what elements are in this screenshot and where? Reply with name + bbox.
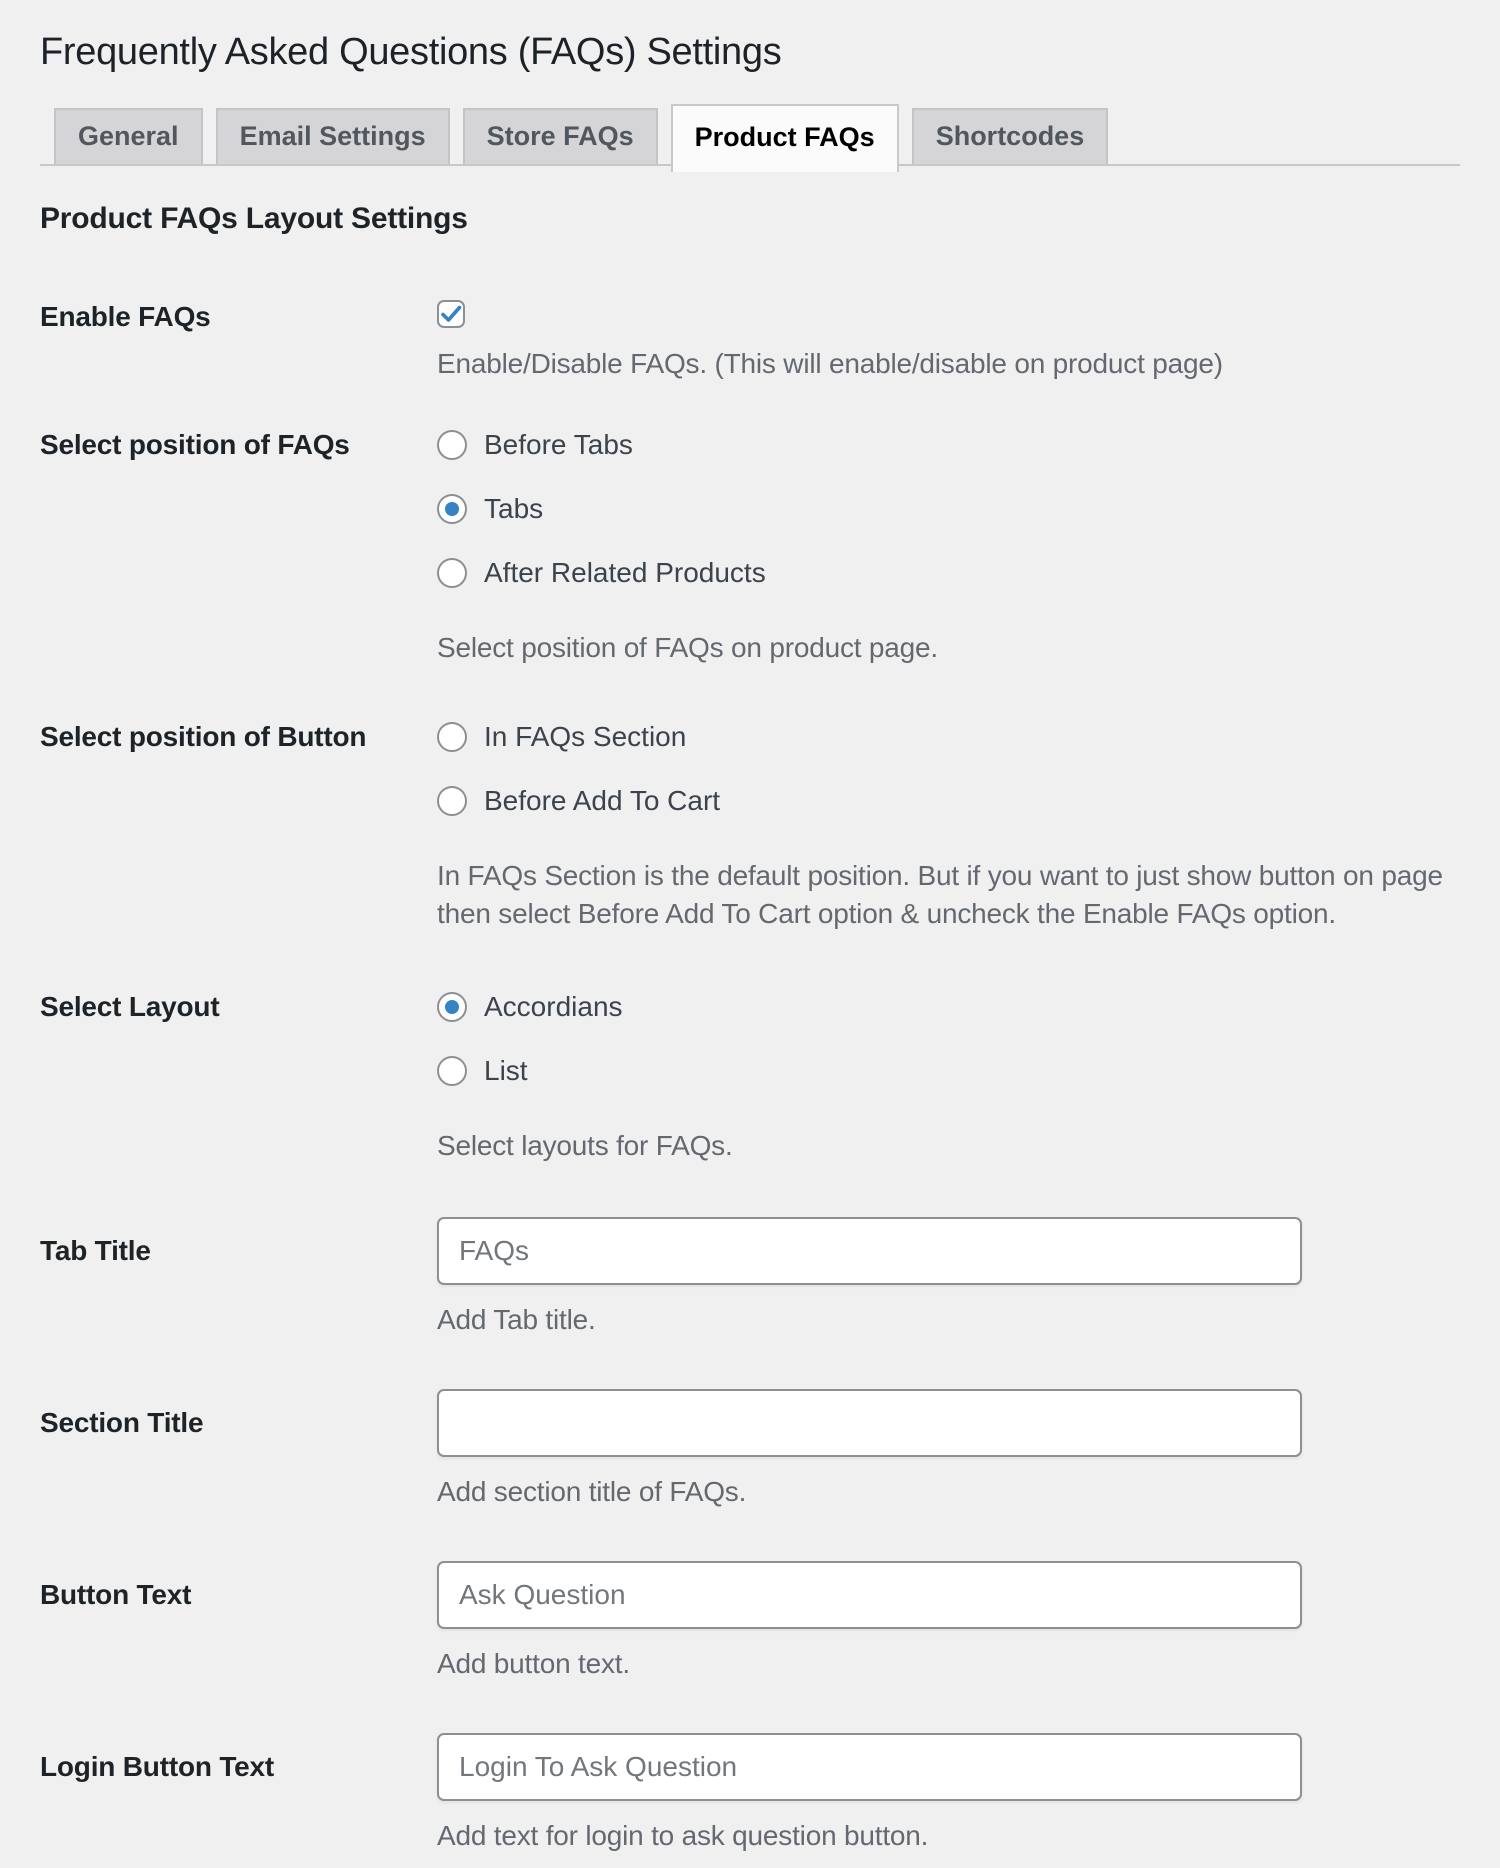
field-description: Add Tab title. xyxy=(437,1304,596,1335)
field-description: Add text for login to ask question button. xyxy=(437,1820,929,1851)
radio-circle-icon xyxy=(437,786,467,816)
field-label: Tab Title xyxy=(40,1235,151,1266)
radio-list[interactable]: List xyxy=(437,1049,1460,1093)
enable-faqs-checkbox[interactable] xyxy=(437,300,465,328)
row-button-text xyxy=(40,1561,1460,1683)
radio-circle-icon xyxy=(437,494,467,524)
row-tab-title xyxy=(40,1217,1460,1339)
settings-tab-bar xyxy=(40,104,1460,166)
radio-in-faqs-section[interactable]: In FAQs Section xyxy=(437,715,1460,759)
login-button-text-input[interactable] xyxy=(437,1733,1302,1801)
radio-before-tabs[interactable]: Before Tabs xyxy=(437,423,1460,467)
radio-circle-icon xyxy=(437,1056,467,1086)
radio-accordians[interactable]: Accordians xyxy=(437,985,1460,1029)
tab-product-faqs[interactable]: Product FAQs xyxy=(671,104,899,172)
tab-email-settings[interactable]: Email Settings xyxy=(216,108,450,164)
row-section-title xyxy=(40,1389,1460,1511)
tab-title-input[interactable] xyxy=(437,1217,1302,1285)
radio-circle-icon xyxy=(437,992,467,1022)
field-label: Select position of FAQs xyxy=(40,429,350,460)
radio-circle-icon xyxy=(437,430,467,460)
field-description: Select position of FAQs on product page. xyxy=(437,632,938,663)
row-button-position xyxy=(40,715,1460,933)
tab-shortcodes[interactable]: Shortcodes xyxy=(912,108,1109,164)
radio-after-related-products[interactable]: After Related Products xyxy=(437,551,1460,595)
field-label: Section Title xyxy=(40,1407,204,1438)
tab-general[interactable]: General xyxy=(54,108,203,164)
button-text-input[interactable] xyxy=(437,1561,1302,1629)
field-description: Add section title of FAQs. xyxy=(437,1476,747,1507)
field-label: Select position of Button xyxy=(40,721,367,752)
field-description: Select layouts for FAQs. xyxy=(437,1130,733,1161)
radio-circle-icon xyxy=(437,558,467,588)
row-login-button-text xyxy=(40,1733,1460,1855)
field-label: Enable FAQs xyxy=(40,301,211,332)
page-title: Frequently Asked Questions (FAQs) Settings xyxy=(40,31,782,73)
row-enable-faqs xyxy=(40,300,1460,383)
field-label: Login Button Text xyxy=(40,1751,275,1782)
radio-circle-icon xyxy=(437,722,467,752)
field-description: In FAQs Section is the default position. But if you want to just show button on page then select Before Add To Cart option & uncheck the Enable FAQs option. xyxy=(437,860,1443,929)
section-title-input[interactable] xyxy=(437,1389,1302,1457)
product-faqs-settings-form xyxy=(40,300,1460,1855)
radio-before-add-to-cart[interactable]: Before Add To Cart xyxy=(437,779,1460,823)
row-select-layout xyxy=(40,985,1460,1165)
field-label: Button Text xyxy=(40,1579,192,1610)
checkmark-icon xyxy=(439,302,463,326)
field-description: Enable/Disable FAQs. (This will enable/disable on product page) xyxy=(437,348,1223,379)
radio-tabs[interactable]: Tabs xyxy=(437,487,1460,531)
field-label: Select Layout xyxy=(40,991,220,1022)
tab-store-faqs[interactable]: Store FAQs xyxy=(463,108,658,164)
section-heading: Product FAQs Layout Settings xyxy=(40,202,468,235)
row-faqs-position xyxy=(40,423,1460,667)
field-description: Add button text. xyxy=(437,1648,630,1679)
